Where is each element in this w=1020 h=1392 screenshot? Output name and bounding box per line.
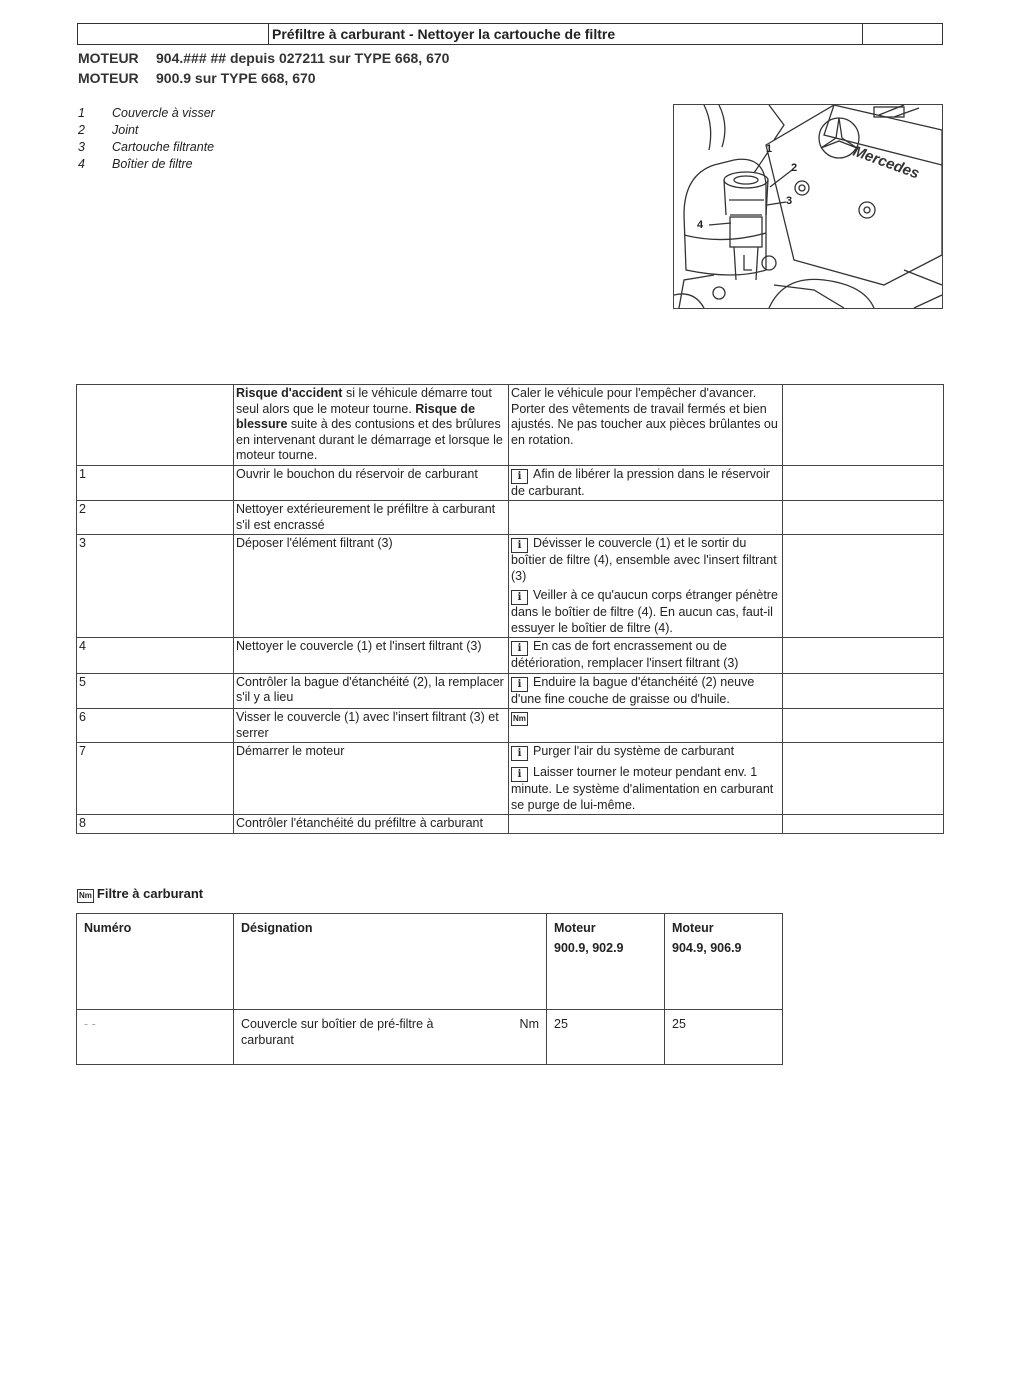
engine-label: MOTEUR [78,70,139,86]
engine-label: MOTEUR [78,50,139,66]
info-icon: i [511,538,528,553]
extra-cell [783,709,944,743]
step-number: 2 [77,501,234,535]
step-number: 1 [77,465,234,501]
warning-row [77,385,944,466]
extra-cell [783,638,944,674]
torque-table [76,913,783,1065]
note-text: En cas de fort encrassement ou de détérioration, remplacer l'insert filtrant (3) [511,639,739,670]
torque-designation [234,1010,547,1065]
step-number: 5 [77,673,234,709]
brand-text: Mercedes [850,142,922,183]
torque-title-text: Filtre à carburant [96,886,204,901]
table-row [77,673,944,709]
step-action: Visser le couvercle (1) avec l'insert filtrant (3) et serrer [234,709,509,743]
torque-unit: Nm [519,1017,539,1031]
note-text: Laisser tourner le moteur pendant env. 1 minute. Le système d'alimentation en carburant se purge de lui-même. [511,765,774,812]
step-action: Contrôler la bague d'étanchéité (2), la remplacer s'il y a lieu [234,673,509,709]
torque-value-1: 25 [547,1010,665,1065]
step-action: Contrôler l'étanchéité du préfiltre à carburant [234,815,509,834]
note-text: Dévisser le couvercle (1) et le sortir du boîtier de filtre (4), ensemble avec l'insert filtrant (3) [511,536,777,583]
step-number-cell [77,385,234,466]
step-action: Nettoyer le couvercle (1) et l'insert filtrant (3) [234,638,509,674]
procedure-table [76,384,944,834]
warning-bold: Risque de blessure [236,401,476,431]
header-numero: Numéro [77,914,234,1010]
torque-number: - - [77,1010,234,1065]
callout-1: 1 [766,143,773,155]
step-number: 4 [77,638,234,674]
callout-2: 2 [791,162,798,174]
note-text: Purger l'air du système de carburant [533,744,735,758]
table-row [77,535,944,638]
torque-icon[interactable]: Nm [511,712,528,726]
extra-cell [783,815,944,834]
bolt-icon [859,202,875,218]
step-number: 3 [77,535,234,638]
header-designation: Désignation [234,914,547,1010]
legend-item [78,105,215,122]
page-header [77,23,943,45]
header-engine-2 [665,914,783,1010]
step-action: Démarrer le moteur [234,743,509,815]
warning-bold: Risque d'accident [236,386,343,400]
callout-4: 4 [697,219,704,231]
step-action: Nettoyer extérieurement le préfiltre à carburant s'il est encrassé [234,501,509,535]
legend-number: 3 [78,140,85,154]
info-icon: i [511,469,528,484]
engine-text: 904.### ## depuis 027211 sur TYPE 668, 670 [156,50,450,66]
legend-number: 1 [78,106,85,120]
step-notes [509,673,783,709]
legend-item [78,156,215,173]
table-row [77,815,944,834]
step-notes [509,709,783,743]
extra-cell [783,535,944,638]
table-row [77,501,944,535]
header-engine-title: Moteur [554,921,596,935]
step-notes [509,743,783,815]
info-icon: i [511,767,528,782]
step-number: 6 [77,709,234,743]
torque-section-title [77,886,203,903]
torque-header-row [77,914,783,1010]
legend-text: Boîtier de filtre [112,157,193,171]
header-engine-title: Moteur [672,921,714,935]
extra-cell [783,673,944,709]
step-notes [509,815,783,834]
legend-item [78,122,215,139]
legend-item [78,139,215,156]
step-notes [509,535,783,638]
legend-number: 2 [78,123,85,137]
legend-text: Cartouche filtrante [112,140,215,154]
header-engine-1 [547,914,665,1010]
header-cell-left [78,24,269,44]
header-cell-right [862,24,943,44]
table-row [77,1010,783,1065]
designation-text: Couvercle sur boîtier de pré-filtre à carburant [241,1017,434,1047]
step-notes [509,501,783,535]
step-number: 7 [77,743,234,815]
engine-figure [673,104,943,309]
warning-action-cell: Caler le véhicule pour l'empêcher d'avancer. Porter des vêtements de travail fermés et bien ajustés. Ne pas toucher aux pièces brûlantes ou en rotation. [509,385,783,466]
table-row [77,709,944,743]
note-text: Afin de libérer la pression dans le réservoir de carburant. [511,466,770,498]
torque-icon: Nm [77,889,94,903]
engine-line-1 [78,50,449,66]
fuel-prefilter-illustration [674,105,942,308]
engine-line-2 [78,70,316,86]
info-icon: i [511,590,528,605]
table-row [77,743,944,815]
figure-legend [78,105,215,173]
step-action: Déposer l'élément filtrant (3) [234,535,509,638]
extra-cell [783,743,944,815]
step-action: Ouvrir le bouchon du réservoir de carburant [234,465,509,501]
extra-cell [783,501,944,535]
warning-text-cell [234,385,509,466]
warning-text: suite à des contusions et des brûlures en intervenant durant le démarrage et lorsque le moteur tourne. [236,417,503,462]
step-notes [509,465,783,501]
callout-3: 3 [786,195,793,207]
extra-cell [783,465,944,501]
warning-text: si le véhicule démarre tout seul alors que le moteur tourne. [236,386,492,416]
legend-text: Joint [112,123,139,137]
header-engine-models: 904.9, 906.9 [672,941,742,955]
step-notes [509,638,783,674]
table-row [77,638,944,674]
table-row [77,465,944,501]
info-icon: i [511,677,528,692]
engine-text: 900.9 sur TYPE 668, 670 [156,70,316,86]
torque-value-2: 25 [665,1010,783,1065]
legend-text: Couvercle à visser [112,106,215,120]
header-engine-models: 900.9, 902.9 [554,941,624,955]
info-icon: i [511,641,528,656]
step-number: 8 [77,815,234,834]
legend-number: 4 [78,157,85,171]
extra-cell [783,385,944,466]
info-icon: i [511,746,528,761]
note-text: Veiller à ce qu'aucun corps étranger pénètre dans le boîtier de filtre (4). En aucun cas, faut-il essuyer le boîtier de filtre (4). [511,588,778,635]
page-title: Préfiltre à carburant - Nettoyer la cartouche de filtre [272,26,616,42]
note-text: Enduire la bague d'étanchéité (2) neuve d'une fine couche de graisse ou d'huile. [511,674,755,706]
